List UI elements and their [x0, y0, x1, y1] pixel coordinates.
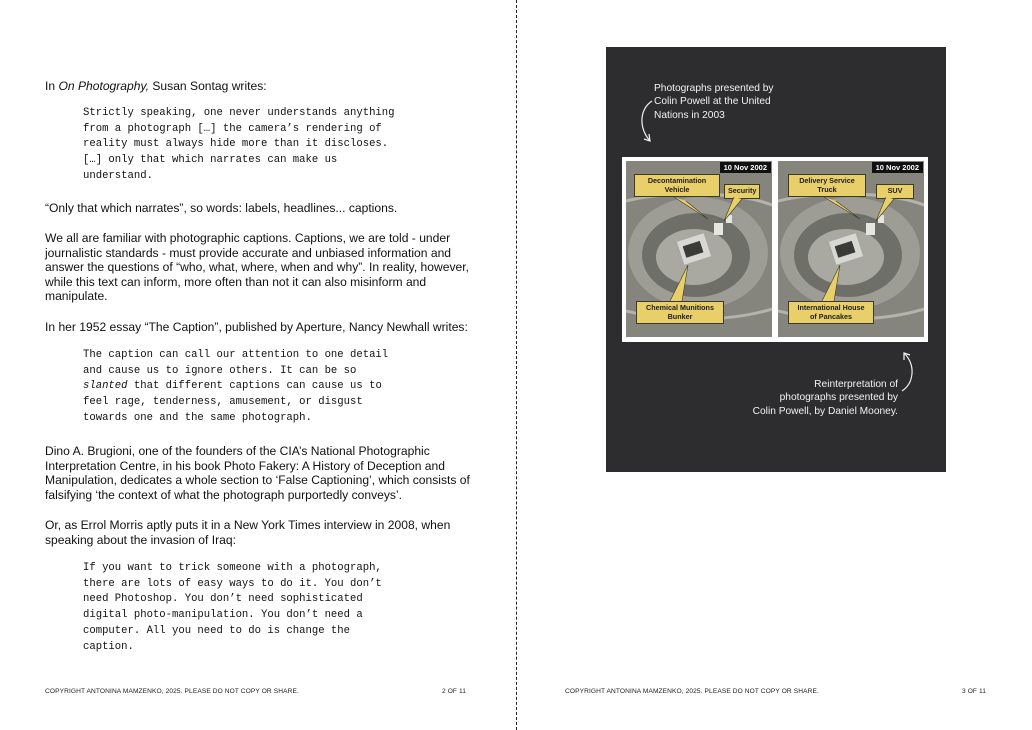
captions-paragraph: We all are familiar with photographic captions. Captions, we are told - under journalistic standards - must provide accurate and unbiased information and answer the questions of “who, what, where, when and why”. In reality, however, while this text can inform, more often than not it can also misinform and manipulate.	[45, 231, 469, 304]
label-security: Security	[724, 184, 760, 199]
intro-text: In	[45, 79, 59, 93]
newhall-quote	[83, 348, 443, 427]
sontag-quote: Strictly speaking, one never understands anything from a photograph […] the camera’s rendering of reality must always hide more than it discloses. […] only that which narrates can make us understand.	[83, 107, 395, 182]
footer-copyright-right: COPYRIGHT ANTONINA MAMZENKO, 2025. PLEASE DO NOT COPY OR SHARE.	[565, 688, 819, 695]
figure-panel	[606, 47, 946, 472]
label-suv: SUV	[876, 184, 914, 199]
pointer-lines-icon	[626, 161, 772, 337]
satellite-photo-original	[626, 161, 772, 337]
newhall-quote-part-1: The caption can call our attention to one detail and cause us to ignore others. It can be so	[83, 349, 389, 377]
page-number-left: 2 OF 11	[442, 688, 467, 695]
label-decontamination-vehicle: Decontamination Vehicle	[634, 174, 720, 197]
caption-original-photographs: Photographs presented by Colin Powell at the United Nations in 2003	[654, 83, 774, 121]
morris-quote: If you want to trick someone with a photograph, there are lots of easy ways to do it. You don’t need Photoshop. You don’t need sophisticated digital photo-manipulation. You don’t need a computer. All you need to do is change the caption.	[83, 562, 382, 653]
newhall-intro-paragraph: In her 1952 essay “The Caption”, published by Aperture, Nancy Newhall writes:	[45, 320, 468, 334]
intro-sontag-paragraph	[45, 79, 470, 94]
brugioni-paragraph: Dino A. Brugioni, one of the founders of the CIA’s National Photographic Interpretation Centre, in his book Photo Fakery: A History of Deception and Manipulation, dedicates a whole section to ‘False Captioning’, which consists of falsifying ‘the context of what the photograph purportedly conveys’.	[45, 444, 470, 502]
caption-reinterpretation: Reinterpretation of photographs presented by Colin Powell, by Daniel Mooney.	[752, 379, 898, 417]
page-number-right: 3 OF 11	[962, 688, 987, 695]
label-international-house-of-pancakes: International House of Pancakes	[788, 301, 874, 324]
label-chemical-munitions-bunker: Chemical Munitions Bunker	[636, 301, 724, 324]
intro-text-end: Susan Sontag writes:	[149, 79, 267, 93]
footer-copyright-left: COPYRIGHT ANTONINA MAMZENKO, 2025. PLEASE DO NOT COPY OR SHARE.	[45, 688, 299, 695]
newhall-quote-italic: slanted	[83, 380, 128, 393]
right-page	[517, 0, 1032, 730]
photo-comparison-frame	[622, 157, 928, 342]
narrates-paragraph: “Only that which narrates”, so words: labels, headlines... captions.	[45, 201, 398, 215]
book-title-on-photography: On Photography,	[58, 79, 149, 93]
photo-date-stamp: 10 Nov 2002	[872, 162, 923, 173]
label-delivery-service-truck: Delivery Service Truck	[788, 174, 866, 197]
newhall-quote-part-2: that different captions can cause us to feel rage, tenderness, amusement, or disgust towards one and the same photograph.	[83, 380, 382, 424]
morris-intro-paragraph: Or, as Errol Morris aptly puts it in a New York Times interview in 2008, when speaking about the invasion of Iraq:	[45, 518, 451, 547]
satellite-photo-reinterpreted	[778, 161, 924, 337]
curved-arrow-icon	[636, 99, 658, 147]
curved-arrow-icon	[896, 347, 918, 395]
pointer-lines-icon	[778, 161, 924, 337]
photo-date-stamp: 10 Nov 2002	[720, 162, 771, 173]
